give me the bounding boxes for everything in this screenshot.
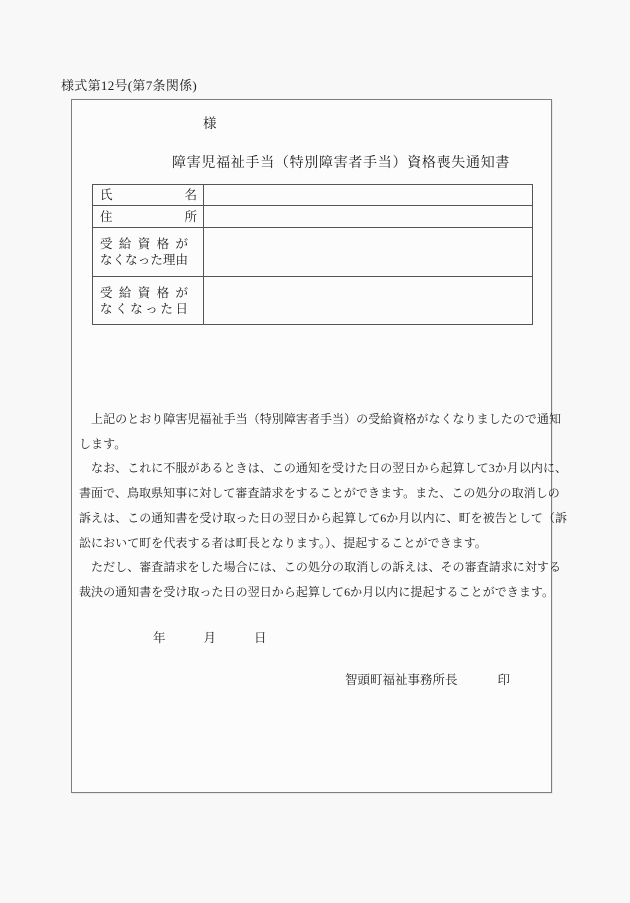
row-value-loss-date (204, 277, 532, 324)
date-line (153, 630, 267, 646)
row-value-loss-reason (204, 228, 532, 276)
body-line: 訴えは、この通知書を受け取った日の翌日から起算して6か月以内に、町を被告として（訴 (79, 510, 568, 525)
row-label-loss-date (93, 277, 204, 324)
body-text (79, 407, 568, 605)
table-row-address (93, 205, 532, 227)
seal-placeholder: 印 (497, 673, 511, 687)
row-label-name (93, 185, 204, 205)
notice-box (71, 99, 568, 793)
date-day-label: 日 (254, 631, 267, 645)
body-line: 上記のとおり障害児福祉手当（特別障害者手当）の受給資格がなくなりましたので通知 (79, 412, 562, 426)
row-label-address (93, 206, 204, 227)
body-line: 訟において町を代表する者は町長となります。）、提起することができます。 (79, 535, 487, 550)
table-row-loss-reason (93, 227, 532, 276)
body-line: 書面で、鳥取県知事に対して審査請求をすることができます。また、この処分の取消しの (79, 486, 560, 501)
row-value-name (204, 185, 532, 205)
body-line: します。 (79, 436, 127, 451)
row-label-text: 受給資格が (100, 285, 188, 300)
table-row-name (93, 185, 532, 205)
addressee-suffix: 様 (203, 116, 217, 131)
notice-title: 障害児福祉手当（特別障害者手当）資格喪失通知書 (172, 156, 511, 171)
form-number: 様式第12号(第7条関係) (61, 78, 198, 93)
table-row-loss-date (93, 276, 532, 324)
row-label-text: 受給資格が (100, 237, 188, 251)
row-label-text: なくなった理由 (100, 253, 188, 267)
body-line: なお、これに不服があるときは、この通知を受けた日の翌日から起算して3か月以内に、 (79, 461, 568, 476)
signature-line (345, 672, 510, 688)
row-value-address (204, 206, 532, 227)
date-month-label: 月 (203, 631, 217, 645)
row-label-text: 住所 (100, 209, 197, 224)
date-year-label: 年 (153, 631, 166, 645)
body-line: ただし、審査請求をした場合には、この処分の取消しの訴えは、その審査請求に対する (79, 560, 562, 575)
row-label-text: 氏名 (100, 188, 197, 202)
row-label-loss-reason (93, 228, 204, 276)
row-label-text: なくなった日 (100, 301, 188, 316)
issuer-title: 智頭町福祉事務所長 (345, 673, 458, 687)
info-table (92, 184, 533, 325)
body-line: 裁決の通知書を受け取った日の翌日から起算して6か月以内に提起することができます。 (79, 584, 555, 599)
